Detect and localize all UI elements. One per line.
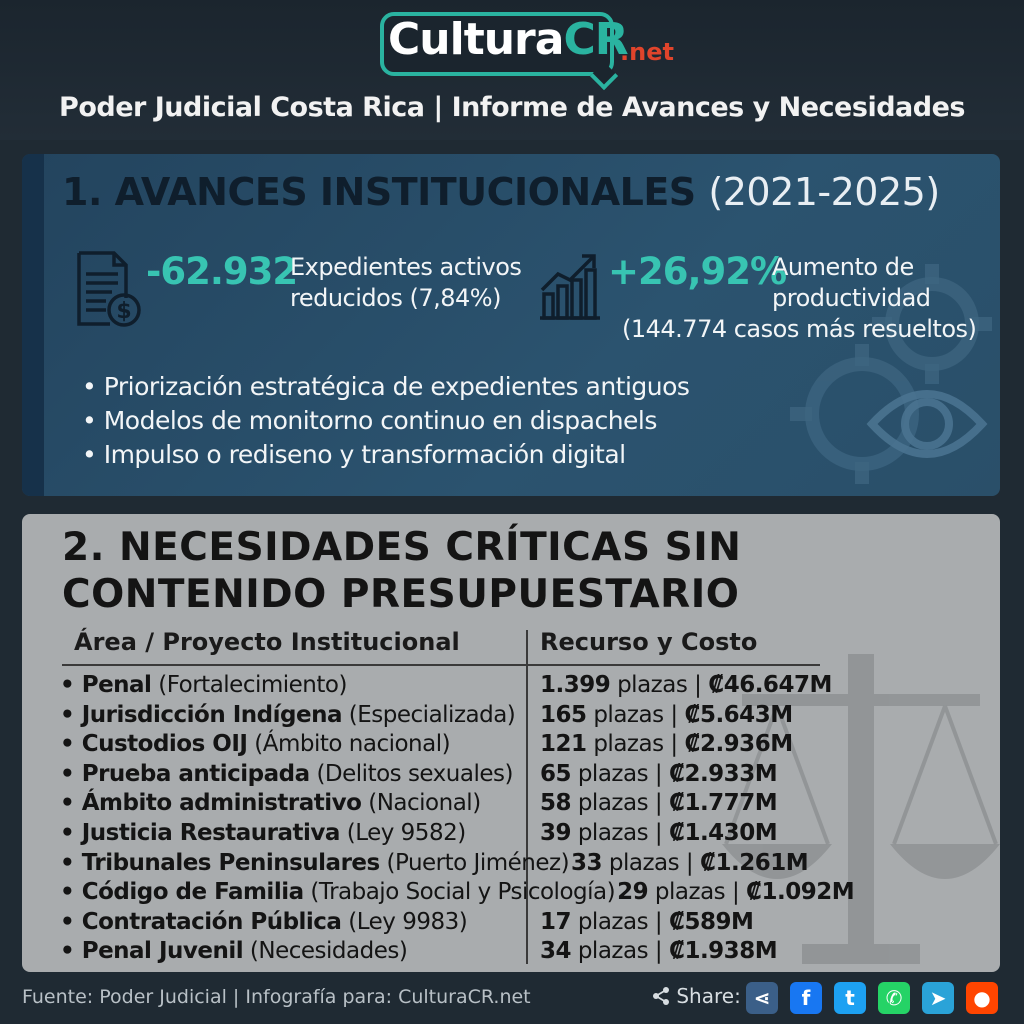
table-row [60, 760, 778, 791]
row-area-detail: (Nacional) [361, 790, 481, 817]
facebook-icon: f [801, 986, 811, 1010]
row-resource [540, 702, 793, 728]
stat2-description [772, 252, 931, 314]
section1-title [62, 170, 940, 214]
row-area [60, 731, 450, 757]
column-divider [526, 630, 528, 964]
row-resource [571, 850, 808, 876]
row-area-name: • Tribunales Peninsulares [60, 849, 380, 876]
section1-years: (2021-2025) [708, 170, 940, 214]
row-area-detail: (Puerto Jiménez) [379, 849, 570, 876]
list-item: • Priorización estratégica de expedientes antiguos [82, 370, 689, 404]
share-share-button[interactable] [746, 982, 778, 1014]
whatsapp-share-button[interactable] [878, 982, 910, 1014]
row-area-name: • Penal [60, 672, 152, 698]
row-plazas-label: plazas | [571, 820, 669, 846]
stat2-line3: (144.774 casos más resueltos) [622, 315, 977, 343]
twitter-icon: t [845, 986, 855, 1010]
row-area-detail: (Especializada) [341, 701, 516, 728]
row-area-detail: (Ley 9582) [339, 820, 466, 846]
row-plazas-count: 33 [571, 849, 603, 876]
row-plazas-label: plazas | [610, 672, 709, 698]
page-subtitle: Poder Judicial Costa Rica | Informe de Avances y Necesidades [59, 92, 965, 123]
row-plazas-count: 58 [540, 790, 572, 817]
row-plazas-count: 29 [617, 879, 649, 906]
row-resource [540, 790, 777, 816]
table-row [60, 849, 809, 880]
avances-list [82, 370, 689, 472]
row-resource [617, 879, 854, 905]
table-row [60, 731, 793, 761]
stat2-line1: Aumento de [772, 253, 914, 281]
row-area-detail: (Necesidades) [243, 938, 408, 965]
row-area-name: • Penal Juvenil [60, 938, 244, 965]
row-plazas-label: plazas | [602, 849, 700, 876]
row-plazas-label: plazas | [648, 879, 747, 906]
row-resource [540, 909, 753, 935]
table-row [60, 820, 778, 850]
section1-title-text: 1. AVANCES INSTITUCIONALES [62, 170, 696, 214]
row-area-name: • Ámbito administrativo [60, 790, 362, 817]
row-plazas-count: 17 [540, 908, 572, 935]
stat1-line1: Expedientes activos [290, 253, 522, 281]
brand-tld: .net [620, 38, 674, 66]
telegram-share-button[interactable] [922, 982, 954, 1014]
table-row [60, 672, 832, 702]
row-resource [540, 938, 777, 964]
row-area-name: • Jurisdicción Indígena [60, 701, 342, 728]
row-plazas-count: 121 [540, 731, 587, 758]
reddit-icon: ● [973, 986, 991, 1010]
row-plazas-label: plazas | [571, 908, 669, 935]
row-area-detail: (Trabajo Social y Psicología) [303, 879, 616, 906]
row-plazas-count: 65 [540, 760, 572, 787]
section-necesidades [22, 514, 1000, 972]
row-area-detail: (Fortalecimiento) [151, 672, 347, 698]
source-credit: Fuente: Poder Judicial | Infografía para: CulturaCR.net [22, 986, 531, 1008]
row-area [60, 820, 466, 846]
brand-name-accent: CR [563, 14, 628, 65]
row-resource [540, 731, 793, 757]
facebook-share-button[interactable] [790, 982, 822, 1014]
row-area-detail: (Ámbito nacional) [247, 731, 451, 758]
row-area-detail: (Delitos sexuales) [309, 760, 513, 787]
share-label [652, 984, 741, 1008]
telegram-icon: ➤ [929, 986, 947, 1010]
stat2-value: +26,92% [608, 250, 787, 293]
stat1-value: -62.932 [146, 250, 298, 293]
row-area-name: • Código de Familia [60, 879, 304, 906]
share-icon [652, 987, 670, 1005]
row-cost: ₡1.261M [699, 849, 809, 876]
row-area-detail: (Ley 9983) [341, 908, 468, 935]
table-row [60, 938, 778, 968]
row-resource [540, 761, 777, 787]
row-plazas-label: plazas | [571, 760, 669, 787]
row-plazas-count: 1.399 [540, 672, 611, 698]
share-label-text: Share: [676, 984, 741, 1008]
section2-title [62, 524, 741, 618]
list-item: • Modelos de monitorno continuo en dispachels [82, 404, 689, 438]
row-area-name: • Custodios OIJ [60, 731, 248, 758]
document-money-icon [76, 250, 142, 330]
svg-text:$: $ [116, 299, 132, 324]
row-cost: ₡1.777M [668, 790, 778, 817]
row-area [60, 850, 569, 876]
row-area-name: • Prueba anticipada [60, 760, 310, 787]
row-cost: ₡46.647M [708, 672, 832, 698]
panel-edge [22, 154, 44, 496]
stat1-line2: reducidos (7,84%) [290, 284, 501, 312]
row-area [60, 761, 513, 787]
stat2-line2: productividad [772, 284, 931, 312]
whatsapp-icon: ✆ [885, 986, 903, 1010]
twitter-share-button[interactable] [834, 982, 866, 1014]
section2-title-line1: 2. NECESIDADES CRÍTICAS SIN [62, 525, 742, 570]
table-row [60, 908, 754, 939]
table-row [60, 701, 793, 732]
header [0, 0, 1024, 140]
row-plazas-count: 34 [540, 938, 572, 965]
column-header-area: Área / Proyecto Institucional [74, 628, 460, 656]
row-plazas-label: plazas | [571, 938, 669, 965]
row-plazas-count: 165 [540, 701, 587, 728]
row-resource [540, 672, 832, 698]
share-icon: ⋖ [753, 986, 771, 1010]
row-resource [540, 820, 777, 846]
row-area-name: • Justicia Restaurativa [60, 820, 340, 846]
row-area [60, 909, 467, 935]
row-area [60, 702, 515, 728]
row-area-name: • Contratación Pública [60, 908, 342, 935]
table-row [60, 879, 855, 909]
row-cost: ₡1.430M [668, 820, 778, 846]
row-plazas-label: plazas | [586, 701, 685, 728]
brand-name-main: Cultura [388, 14, 564, 65]
row-area [60, 938, 407, 964]
row-plazas-count: 39 [540, 820, 572, 846]
table-row [60, 790, 778, 820]
row-cost: ₡1.938M [668, 938, 778, 965]
row-area [60, 672, 347, 698]
row-area [60, 790, 481, 816]
growth-chart-icon [538, 250, 602, 322]
row-cost: ₡2.936M [684, 731, 793, 758]
row-cost: ₡589M [668, 908, 754, 935]
column-header-recurso: Recurso y Costo [540, 628, 758, 656]
section2-title-line2: CONTENIDO PRESUPUESTARIO [62, 572, 740, 617]
brand-logo[interactable] [388, 14, 628, 65]
row-plazas-label: plazas | [571, 790, 669, 817]
stat1-description [290, 252, 521, 314]
row-cost: ₡5.643M [684, 701, 793, 728]
row-cost: ₡2.933M [668, 760, 778, 787]
row-area [60, 879, 615, 905]
header-divider [62, 664, 820, 666]
list-item: • Impulso o rediseno y transformación digital [82, 438, 689, 472]
row-cost: ₡1.092M [746, 879, 855, 906]
reddit-share-button[interactable] [966, 982, 998, 1014]
section-avances [22, 154, 1000, 496]
row-plazas-label: plazas | [586, 731, 685, 758]
